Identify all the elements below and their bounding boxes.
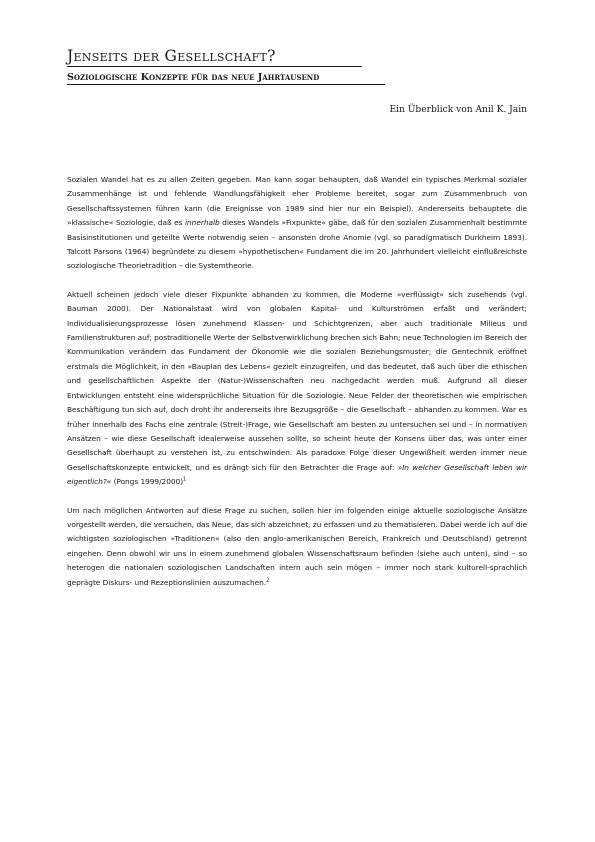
paragraph-3-text: Um nach möglichen Antworten auf diese Frage zu suchen, sollen hier im folgenden einige aktuelle soziologische Ansätze vorgestellt werden, die versuchen, das Neue, das sich abzeichnet, zu erfassen und zu thematisieren. Dabei werde ich auf die wichtigsten soziologischen »Traditionen« (also den anglo-amerikanischen Bereich, Frankreich und Deutschland) getrennt eingehen. Denn obwohl wir uns in einem zunehmend globalen Wissenschaftsraum befinden (siehe auch unten), sind – so heterogen die nationalen soziologischen Landschaften intern auch sein mögen – immer noch stark kulturell-sprachlich geprägte Diskurs- und Rezeptionslinien auszumachen. xyxy=(67,505,527,587)
footnote-ref-2: 2 xyxy=(266,577,270,584)
paragraph-1-emphasis: innerhalb xyxy=(185,218,220,228)
paragraph-1-text-b: dieses Wandels »Fixpunkte« gäbe, daß für den sozialen Zusammenhalt bestimmte Basisinstitutionen und geteilte Werte notwendig seien – ansonsten drohe Anomie (vgl. so paradigmatisch Durkheim 1893). Talcott Parsons (1964) begründete zu diesem »hypothetischen« Fundament die im 20. Jahrhundert vielleicht einflußreichste soziologische Theorietradition – die Systemtheorie. xyxy=(67,218,528,271)
paragraph-2 xyxy=(67,288,527,490)
paragraph-2-emphasis: »In welcher Gesellschaft leben wir eigentlich?« xyxy=(67,462,528,487)
paragraph-3 xyxy=(67,504,527,590)
title-underline xyxy=(67,66,362,67)
footnote-ref-1: 1 xyxy=(183,476,187,483)
article-body xyxy=(67,173,527,604)
document-title: Jenseits der Gesellschaft? xyxy=(67,47,276,65)
subtitle-underline xyxy=(67,84,385,85)
paragraph-2-text-a: Aktuell scheinen jedoch viele dieser Fixpunkte abhanden zu kommen, die Moderne »verflüssigt« sich zusehends (vgl. Bauman 2000). Der Nationalstaat wird von globalen Kapital- und Kulturströmen erfaßt und verändert; Individualisierungsprozesse lösen zunehmend Klassen- und Schichtgrenzen, aber auch traditionale Milieus und Familienstrukturen auf; postraditionelle Werte der Selbstverwirklichung brechen sich Bahn; neue Technologien im Bereich der Kommunikation verändern das Fundament der Ökonomie wie die sozialen Beziehungsmuster; die Gentechnik eröffnet erstmals die Möglichkeit, in den »Bauplan des Lebens« gezielt einzugreifen, und das bedeutet, daß auch über die ethischen und gesellschaftlichen Aspekte der (Natur-)Wissenschaften neu nachgedacht werden muß. Aufgrund all dieser Entwicklungen entsteht eine widersprüchliche Situation für die Soziologie. Neue Felder der theoretischen wie empirischen Beschäftigung tun sich auf, doch droht ihr andererseits ihre Bezugsgröße – die Gesellschaft – abhanden zu kommen. War es früher innerhalb des Fachs eine zentrale (Streit-)Frage, wie Gesellschaft am besten zu untersuchen sei und – in normativen Ansätzen – wie diese Gesellschaft idealerweise aussehen sollte, so scheint heute der Konsens über das, was unter einer Gesellschaft überhaupt zu verstehen ist, zu entschwinden. Als paradoxe Folge dieser Ungewißheit werden immer neue Gesellschaftskonzepte entwickelt, und es drängt sich für den Betrachter die Frage auf: xyxy=(67,289,527,472)
paragraph-1-text-a: Sozialen Wandel hat es zu allen Zeiten gegeben. Man kann sogar behaupten, daß Wandel ein typisches Merkmal sozialer Zusammenhänge ist und fehlende Wandlungsfähigkeit eher Probleme bereitet, sogar zum Zusammenbruch von Gesellschaftssystemen führen kann (die Ereignisse von 1989 sind hier nur ein Beispiel). Andererseits behauptete die »klassische« Soziologie, daß es xyxy=(67,175,527,228)
paragraph-1 xyxy=(67,173,527,274)
author-byline: Ein Überblick von Anil K. Jain xyxy=(389,105,527,115)
document-subtitle: Soziologische Konzepte für das neue Jahrtausend xyxy=(67,72,320,83)
paragraph-2-text-b: (Pongs 1999/2000) xyxy=(111,477,184,487)
